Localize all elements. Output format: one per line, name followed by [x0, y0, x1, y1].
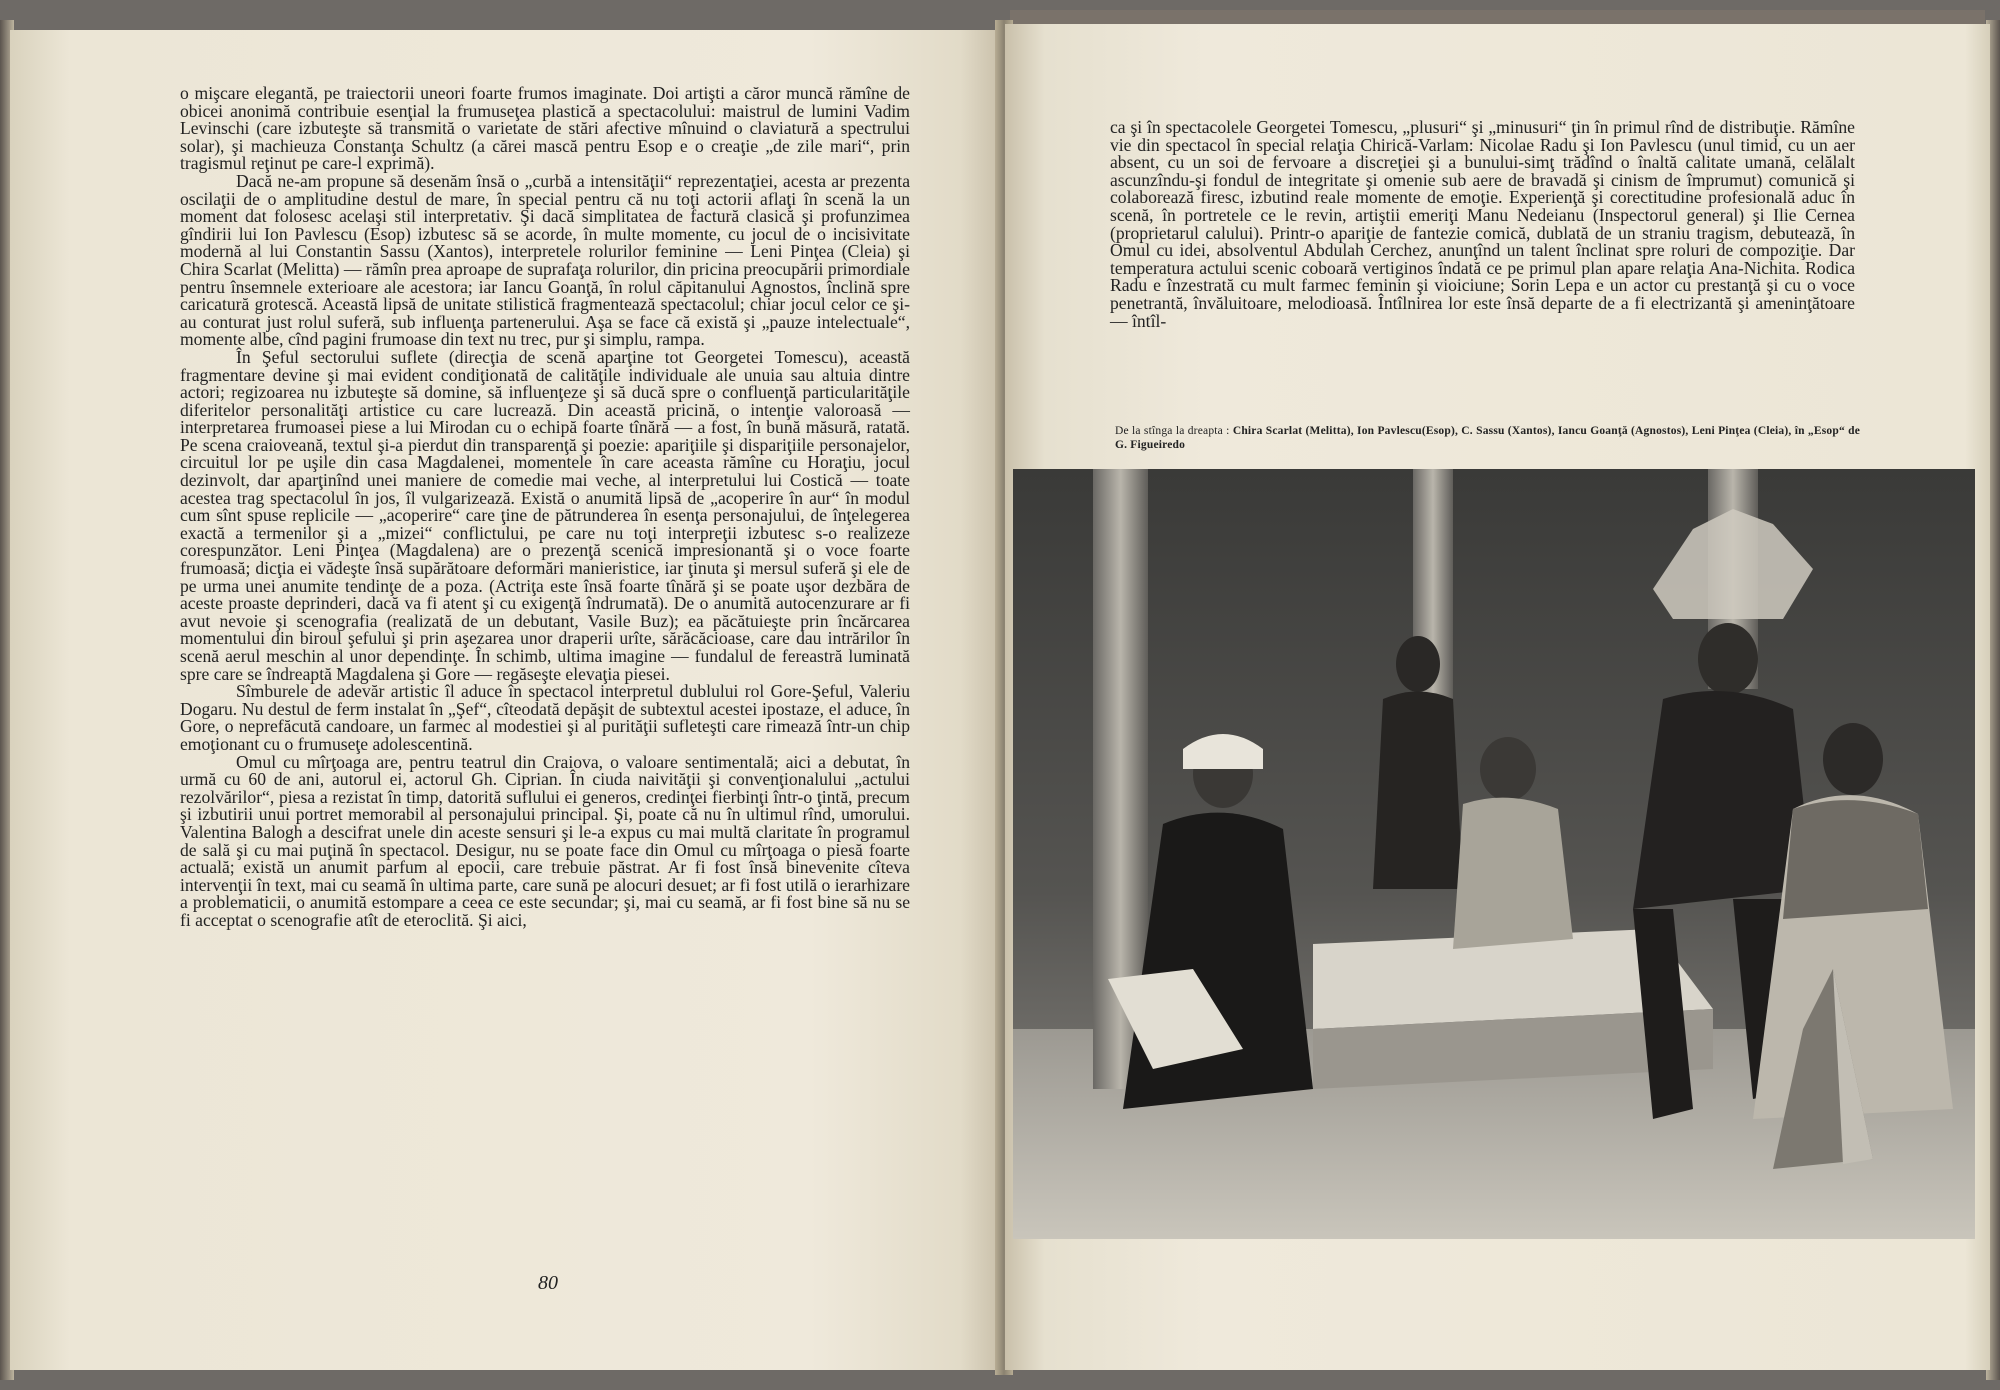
caption-names: Chira Scarlat (Melitta), Ion Pavlescu(Esop), C. Sassu (Xantos), Iancu Goanţă (Agnostos), Leni Pinţea (Cleia), în „Esop“ de G. Figueiredo	[1115, 425, 1861, 451]
right-text-block: ca şi în spectacolele Georgetei Tomescu, „plusuri“ şi „minusuri“ ţin în primul rînd de distribuţie. Rămîne vie din spectacol în special relaţia Chirică-Varlam: Nicolae Radu şi Ion Pavlescu (unul timid, cu un aer absent, cu un soi de fervoare a discreţiei şi a bunului-simţ trădînd o înaltă calitate umană, celălalt ascunzîndu-şi fondul de integritate şi omenie sub aere de bravadă şi cinism de împrumut) comunică şi colaborează firesc, izbutind reale momente de emoţie. Experienţă şi corectitudine profesională aduc în scenă, în portretele ce le revin, artiştii emeriţi Manu Nedeianu (Inspectorul general) şi Ilie Cernea (proprietarul calului). Printr-o apariţie de fantezie comică, dublată de un straniu tragism, debutează, în Omul cu idei, absolventul Abdulah Cerchez, anunţînd un talent înclinat spre roluri de compoziţie. Dar temperatura actului scenic coboară vertiginos îndată ce pe primul plan apare relaţia Ana-Nichita. Rodica Radu e înzestrată cu mult farmec feminin şi vioiciune; Sorin Lepa e un actor cu prestanţă şi cu o voce penetrantă, învăluitoare, melodioasă. Întîlnirea lor este însă departe de a fi electrizantă şi ameninţătoare — întîl-	[1110, 117, 1855, 331]
page-number: 80	[538, 1272, 558, 1294]
paragraph-2: Dacă ne-am propune să desenăm însă o „curbă a intensităţii“ reprezentaţiei, acesta ar prezenta oscilaţii de o amplitudine destul de mare, în special pentru că nu toţi actorii aflaţi în scenă la un moment dat folosesc acelaşi stil interpretativ. Şi dacă simplitatea de factură clasică şi profunzimea gîndirii lui Ion Pavlescu (Esop) izbutesc să se acorde, în multe momente, cu jocul de o incisivitate modernă al lui Constantin Sassu (Xantos), interpretele rolurilor feminine — Leni Pinţea (Cleia) şi Chira Scarlat (Melitta) — rămîn prea aproape de suprafaţa rolurilor, din pricina preocupării primordiale pentru însemnele exterioare ale acestora; iar Iancu Goanţă, în rolul căpitanului Agnostos, înclină spre caricatură grotescă. Această lipsă de unitate stilistică fragmentează spectacolul; chiar jocul celor ce şi-au conturat just rolul suferă, sub influenţa partenerului. Aşa se face că există şi „pauze intelectuale“, momente albe, cînd pagini frumoase din text nu trec, pur şi simplu, rampa.	[180, 170, 910, 350]
paragraph-4: Sîmburele de adevăr artistic îl aduce în spectacol interpretul dublului rol Gore-Şeful, Valeriu Dogaru. Nu destul de ferm instalat în „Şef“, cîteodată depăşit de subtextul acestei ipostaze, el aduce, în Gore, o neprefăcută candoare, un farmec al modestiei şi al purităţii sufleteşti care rimează într-un chip emoţionant cu o frumuseţe adolescentină.	[180, 681, 910, 754]
paragraph-3: În Şeful sectorului suflete (direcţia de scenă aparţine tot Georgetei Tomescu), această fragmentare devine şi mai evident condiţionată de calităţile individuale ale unuia sau altuia dintre actori; regizoarea nu izbuteşte să domine, să influenţeze şi să ducă spre o confluenţă particularităţile diferitelor personalităţi artistice cu care lucrează. Din această pricină, o intenţie valoroasă — interpretarea frumoasei piese a lui Mirodan cu o echipă foarte tînără — a fost, în bună măsură, ratată. Pe scena craioveană, textul şi-a pierdut din transparenţă şi poezie: apariţiile şi dispariţiile personajelor, circuitul lor pe uşile din casa Magdalenei, momentele în care aceasta rămîne cu Horaţiu, jocul dezinvolt, dar aparţinînd unei maniere de comedie mai veche, al interpretului lui Costică — toate acestea trag spectacolul în jos, îl vulgarizează. Există o anumită lipsă de „acoperire în aur“ în modul cum sînt spuse replicile — „acoperire“ care ţine de pătrunderea în esenţa personajului, de înţelegerea exactă a termenilor şi a „mizei“ conflictului, pe care nu toţi interpreţii izbutesc s-o realizeze corespunzător. Leni Pinţea (Magdalena) are o prezenţă scenică impresionantă şi o voce foarte frumoasă; dicţia ei vădeşte însă supărătoare deformări manieristice, iar ţinuta şi mersul suferă şi ele de pe urma unei anumite tendinţe de a poza. (Actriţa este însă foarte tînără şi se poate uşor dezbăra de aceste proaste deprinderi, dacă va fi atent şi cu exigenţă îndrumată). De o anumită autocenzurare ar fi avut nevoie şi scenografia (realizată de un debutant, Vasile Buz); ea păcătuieşte prin încărcarea momentului din biroul şefului şi prin aşezarea unor draperii urîte, sărăcăcioase, care dau intrărilor în scenă aerul meschin al unor dependinţe. În schimb, ultima imagine — fundalul de fereastră luminată spre care se îndreaptă Magdalena şi Gore — regăseşte elevaţia piesei.	[180, 346, 910, 684]
left-text-column	[180, 85, 910, 930]
left-page	[10, 30, 1000, 1370]
stage-photo	[1013, 469, 1975, 1239]
paragraph-1: o mişcare elegantă, pe traiectorii uneori foarte frumos imaginate. Doi artişti a căror muncă rămîne de obicei anonimă contribuie esenţial la frumuseţea plastică a spectacolului: maistrul de lumini Vadim Levinschi (care izbuteşte să transmită o varietate de stări afective mînuind o claviatură a spectrului solar), şi machieuza Constanţa Schultz (a cărei mască pentru Esop e o creaţie „de zile mari“, prin tragismul reţinut pe care-l exprimă).	[180, 83, 910, 174]
paragraph-5: Omul cu mîrţoaga are, pentru teatrul din Craiova, o valoare sentimentală; aici a debutat, în urmă cu 60 de ani, autorul ei, actorul Gh. Ciprian. În ciuda naivităţii şi convenţionalului „actului rezolvărilor“, piesa a rezistat în timp, datorită suflului ei generos, credinţei fierbinţi într-o ţintă, precum şi izbutirii unui portret memorabil al personajului principal. Şi, poate că nu în ultimul rînd, umorului. Valentina Balogh a descifrat unele din aceste sensuri şi le-a expus cu mai multă claritate în programul de sală şi cu mai puţină în spectacol. Desigur, nu se poate face din Omul cu mîrţoaga o piesă foarte actuală; există un anumit parfum al epocii, care trebuie păstrat. Ar fi fost însă binevenite cîteva intervenţii în text, mai cu seamă în ultima parte, care sună pe alocuri desuet; ar fi fost utilă o ierarhizare a problematicii, o anumită estompare a ceea ce este secundar; şi, mai cu seamă, ar fi fost bine să nu se fi acceptat o scenografie atît de eteroclită. Şi aici,	[180, 751, 910, 930]
photo-caption	[1115, 424, 1860, 452]
caption-lead: De la stînga la dreapta :	[1115, 425, 1230, 437]
stage-photo-image	[1013, 469, 1975, 1239]
right-page	[1005, 24, 1990, 1370]
